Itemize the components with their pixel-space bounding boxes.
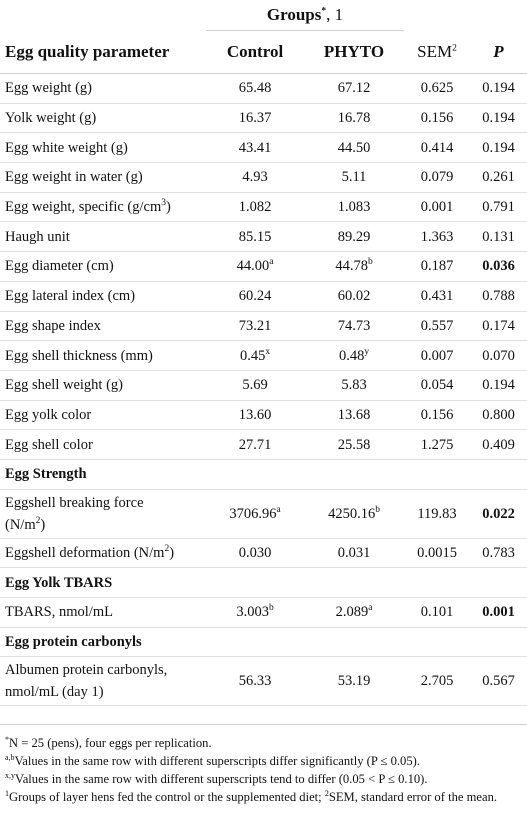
row-label: Egg yolk color	[0, 400, 206, 430]
row-label-sup: 2	[35, 515, 41, 526]
groups-header	[206, 0, 404, 31]
phyto-value	[304, 252, 404, 282]
control-value: 73.21	[206, 311, 304, 341]
sem-value: 0.187	[404, 252, 470, 282]
row-label: Egg diameter (cm)	[0, 252, 206, 282]
p-value: 0.131	[470, 222, 527, 252]
row-label: Egg weight in water (g)	[0, 163, 206, 193]
footnote-marker: 1	[5, 788, 9, 798]
row-label: TBARS, nmol/mL	[0, 598, 206, 628]
footnote	[5, 735, 527, 751]
sem-value: 1.363	[404, 222, 470, 252]
table-row	[0, 133, 527, 163]
row-label-sup: 2	[164, 544, 170, 555]
table-row	[0, 400, 527, 430]
phyto-value: 0.031	[304, 538, 404, 568]
footnote-text: N = 25 (pens), four eggs per replication.	[9, 736, 212, 750]
control-value	[206, 598, 304, 628]
control-value: 43.41	[206, 133, 304, 163]
table-row	[0, 538, 527, 568]
control-value	[206, 489, 304, 538]
phyto-value	[304, 598, 404, 628]
p-value: 0.194	[470, 103, 527, 133]
section-heading: Egg protein carbonyls	[0, 627, 527, 657]
table-row	[0, 222, 527, 252]
footnote-text: Values in the same row with different superscripts tend to differ (0.05 < P ≤ 0.10).	[15, 772, 428, 786]
row-label-text: )	[169, 544, 175, 561]
p-value: 0.783	[470, 538, 527, 568]
control-value: 0.030	[206, 538, 304, 568]
phyto-value: 67.12	[304, 74, 404, 104]
sem-value: 0.431	[404, 281, 470, 311]
table-row	[0, 341, 527, 371]
p-value: 0.001	[470, 598, 527, 628]
row-label	[0, 657, 206, 706]
phyto-value: 25.58	[304, 430, 404, 460]
value-text: 4250.16	[328, 505, 376, 522]
section-row-egg-protein-carbonyls	[0, 627, 527, 657]
sem-label: SEM	[417, 41, 453, 61]
p-value: 0.036	[470, 252, 527, 282]
sem-value: 2.705	[404, 657, 470, 706]
row-label: Egg shell color	[0, 430, 206, 460]
value-text: 44.00	[236, 258, 270, 275]
table-footnotes	[0, 724, 527, 807]
value-text: 3706.96	[229, 505, 277, 522]
row-label-text: Albumen protein carbonyls,	[5, 662, 168, 679]
phyto-value	[304, 341, 404, 371]
p-value: 0.261	[470, 163, 527, 193]
sem-value: 0.625	[404, 74, 470, 104]
row-label-text: Eggshell breaking force	[5, 494, 144, 511]
phyto-value: 5.83	[304, 370, 404, 400]
sem-value: 0.0015	[404, 538, 470, 568]
control-value: 13.60	[206, 400, 304, 430]
value-sup: b	[367, 257, 373, 268]
phyto-value: 60.02	[304, 281, 404, 311]
row-label-text: )	[40, 516, 46, 533]
groups-suffix: , 1	[326, 5, 344, 24]
header-empty-cell	[0, 0, 206, 31]
groups-label: Groups	[266, 5, 322, 24]
control-value	[206, 341, 304, 371]
row-label-text: (N/m	[5, 516, 36, 533]
p-value: 0.800	[470, 400, 527, 430]
footnote	[5, 771, 527, 787]
sem-sup: 2	[452, 43, 457, 54]
section-heading: Egg Yolk TBARS	[0, 568, 527, 598]
footnote-text: Values in the same row with different superscripts differ significantly (P ≤ 0.05).	[14, 754, 420, 768]
value-text: 0.45	[239, 347, 266, 364]
phyto-value	[304, 489, 404, 538]
row-label	[0, 489, 206, 538]
phyto-value: 89.29	[304, 222, 404, 252]
p-value: 0.567	[470, 657, 527, 706]
p-value: 0.194	[470, 370, 527, 400]
row-label: Egg shell thickness (mm)	[0, 341, 206, 371]
table-row	[0, 430, 527, 460]
control-value: 4.93	[206, 163, 304, 193]
footnote-text: Groups of layer hens fed the control or the supplemented diet;	[9, 790, 325, 804]
phyto-value: 53.19	[304, 657, 404, 706]
p-value: 0.174	[470, 311, 527, 341]
phyto-value: 13.68	[304, 400, 404, 430]
row-label: Egg shell weight (g)	[0, 370, 206, 400]
value-sup: a	[276, 504, 281, 515]
phyto-value: 74.73	[304, 311, 404, 341]
value-sup: a	[368, 603, 373, 614]
control-value: 85.15	[206, 222, 304, 252]
table-row	[0, 370, 527, 400]
table-row	[0, 489, 527, 538]
row-label: Yolk weight (g)	[0, 103, 206, 133]
value-text: 44.78	[335, 258, 368, 275]
table-row	[0, 74, 527, 104]
col-header-sem	[404, 31, 470, 74]
value-sup: b	[375, 504, 380, 515]
p-value: 0.194	[470, 74, 527, 104]
table-row	[0, 163, 527, 193]
row-label: Egg shape index	[0, 311, 206, 341]
row-label	[0, 192, 206, 222]
col-header-parameter: Egg quality parameter	[0, 31, 206, 74]
row-label-sup: 3	[161, 198, 166, 209]
row-label-text: Egg weight, specific (g/cm	[5, 199, 162, 216]
col-header-phyto: PHYTO	[304, 31, 404, 74]
control-value: 27.71	[206, 430, 304, 460]
section-heading: Egg Strength	[0, 459, 527, 489]
col-header-p: P	[470, 31, 527, 74]
section-row-egg-yolk-tbars	[0, 568, 527, 598]
table-row	[0, 192, 527, 222]
value-text: 2.089	[335, 604, 369, 621]
control-value: 56.33	[206, 657, 304, 706]
control-value: 5.69	[206, 370, 304, 400]
section-row-egg-strength	[0, 459, 527, 489]
control-value: 16.37	[206, 103, 304, 133]
value-sup: y	[364, 346, 370, 357]
table-row	[0, 311, 527, 341]
control-value: 60.24	[206, 281, 304, 311]
control-value: 1.082	[206, 192, 304, 222]
table-row	[0, 103, 527, 133]
sem-value: 1.275	[404, 430, 470, 460]
header-empty-cell	[470, 0, 527, 31]
sem-value: 0.001	[404, 192, 470, 222]
table-row	[0, 657, 527, 706]
row-label: Egg white weight (g)	[0, 133, 206, 163]
phyto-value: 1.083	[304, 192, 404, 222]
control-value	[206, 252, 304, 282]
footnote-marker: a,b	[5, 752, 15, 762]
p-value: 0.194	[470, 133, 527, 163]
p-value: 0.070	[470, 341, 527, 371]
row-label-text: nmol/mL (day 1)	[5, 684, 104, 701]
value-sup: b	[268, 603, 274, 614]
control-value: 65.48	[206, 74, 304, 104]
value-text: 0.48	[338, 347, 365, 364]
phyto-value: 16.78	[304, 103, 404, 133]
sem-value: 119.83	[404, 489, 470, 538]
table-row	[0, 598, 527, 628]
footnote-marker: 2	[324, 788, 329, 798]
header-empty-cell	[404, 0, 470, 31]
row-label-text: )	[165, 199, 171, 216]
p-value: 0.791	[470, 192, 527, 222]
header-row-groups	[0, 0, 527, 31]
p-value: 0.409	[470, 430, 527, 460]
row-label: Egg weight (g)	[0, 74, 206, 104]
sem-value: 0.414	[404, 133, 470, 163]
footnote-text: SEM, standard error of the mean.	[328, 790, 498, 804]
table-row	[0, 252, 527, 282]
col-header-control: Control	[206, 31, 304, 74]
header-row-columns	[0, 31, 527, 74]
sem-value: 0.054	[404, 370, 470, 400]
groups-sup: *	[321, 6, 327, 17]
table-row	[0, 281, 527, 311]
sem-value: 0.557	[404, 311, 470, 341]
row-label: Haugh unit	[0, 222, 206, 252]
value-text: 3.003	[236, 604, 269, 621]
value-sup: a	[269, 257, 274, 268]
sem-value: 0.156	[404, 103, 470, 133]
value-sup: x	[265, 346, 271, 357]
row-label: Egg lateral index (cm)	[0, 281, 206, 311]
p-value: 0.788	[470, 281, 527, 311]
sem-value: 0.156	[404, 400, 470, 430]
phyto-value: 5.11	[304, 163, 404, 193]
footnote-marker: x,y	[5, 770, 15, 780]
footnote-marker: *	[5, 734, 9, 744]
row-label	[0, 538, 206, 568]
row-label-text: Eggshell deformation (N/m	[5, 544, 165, 561]
sem-value: 0.101	[404, 598, 470, 628]
p-value: 0.022	[470, 489, 527, 538]
sem-value: 0.079	[404, 163, 470, 193]
phyto-value: 44.50	[304, 133, 404, 163]
sem-value: 0.007	[404, 341, 470, 371]
footnote	[5, 789, 527, 805]
footnote	[5, 753, 527, 769]
